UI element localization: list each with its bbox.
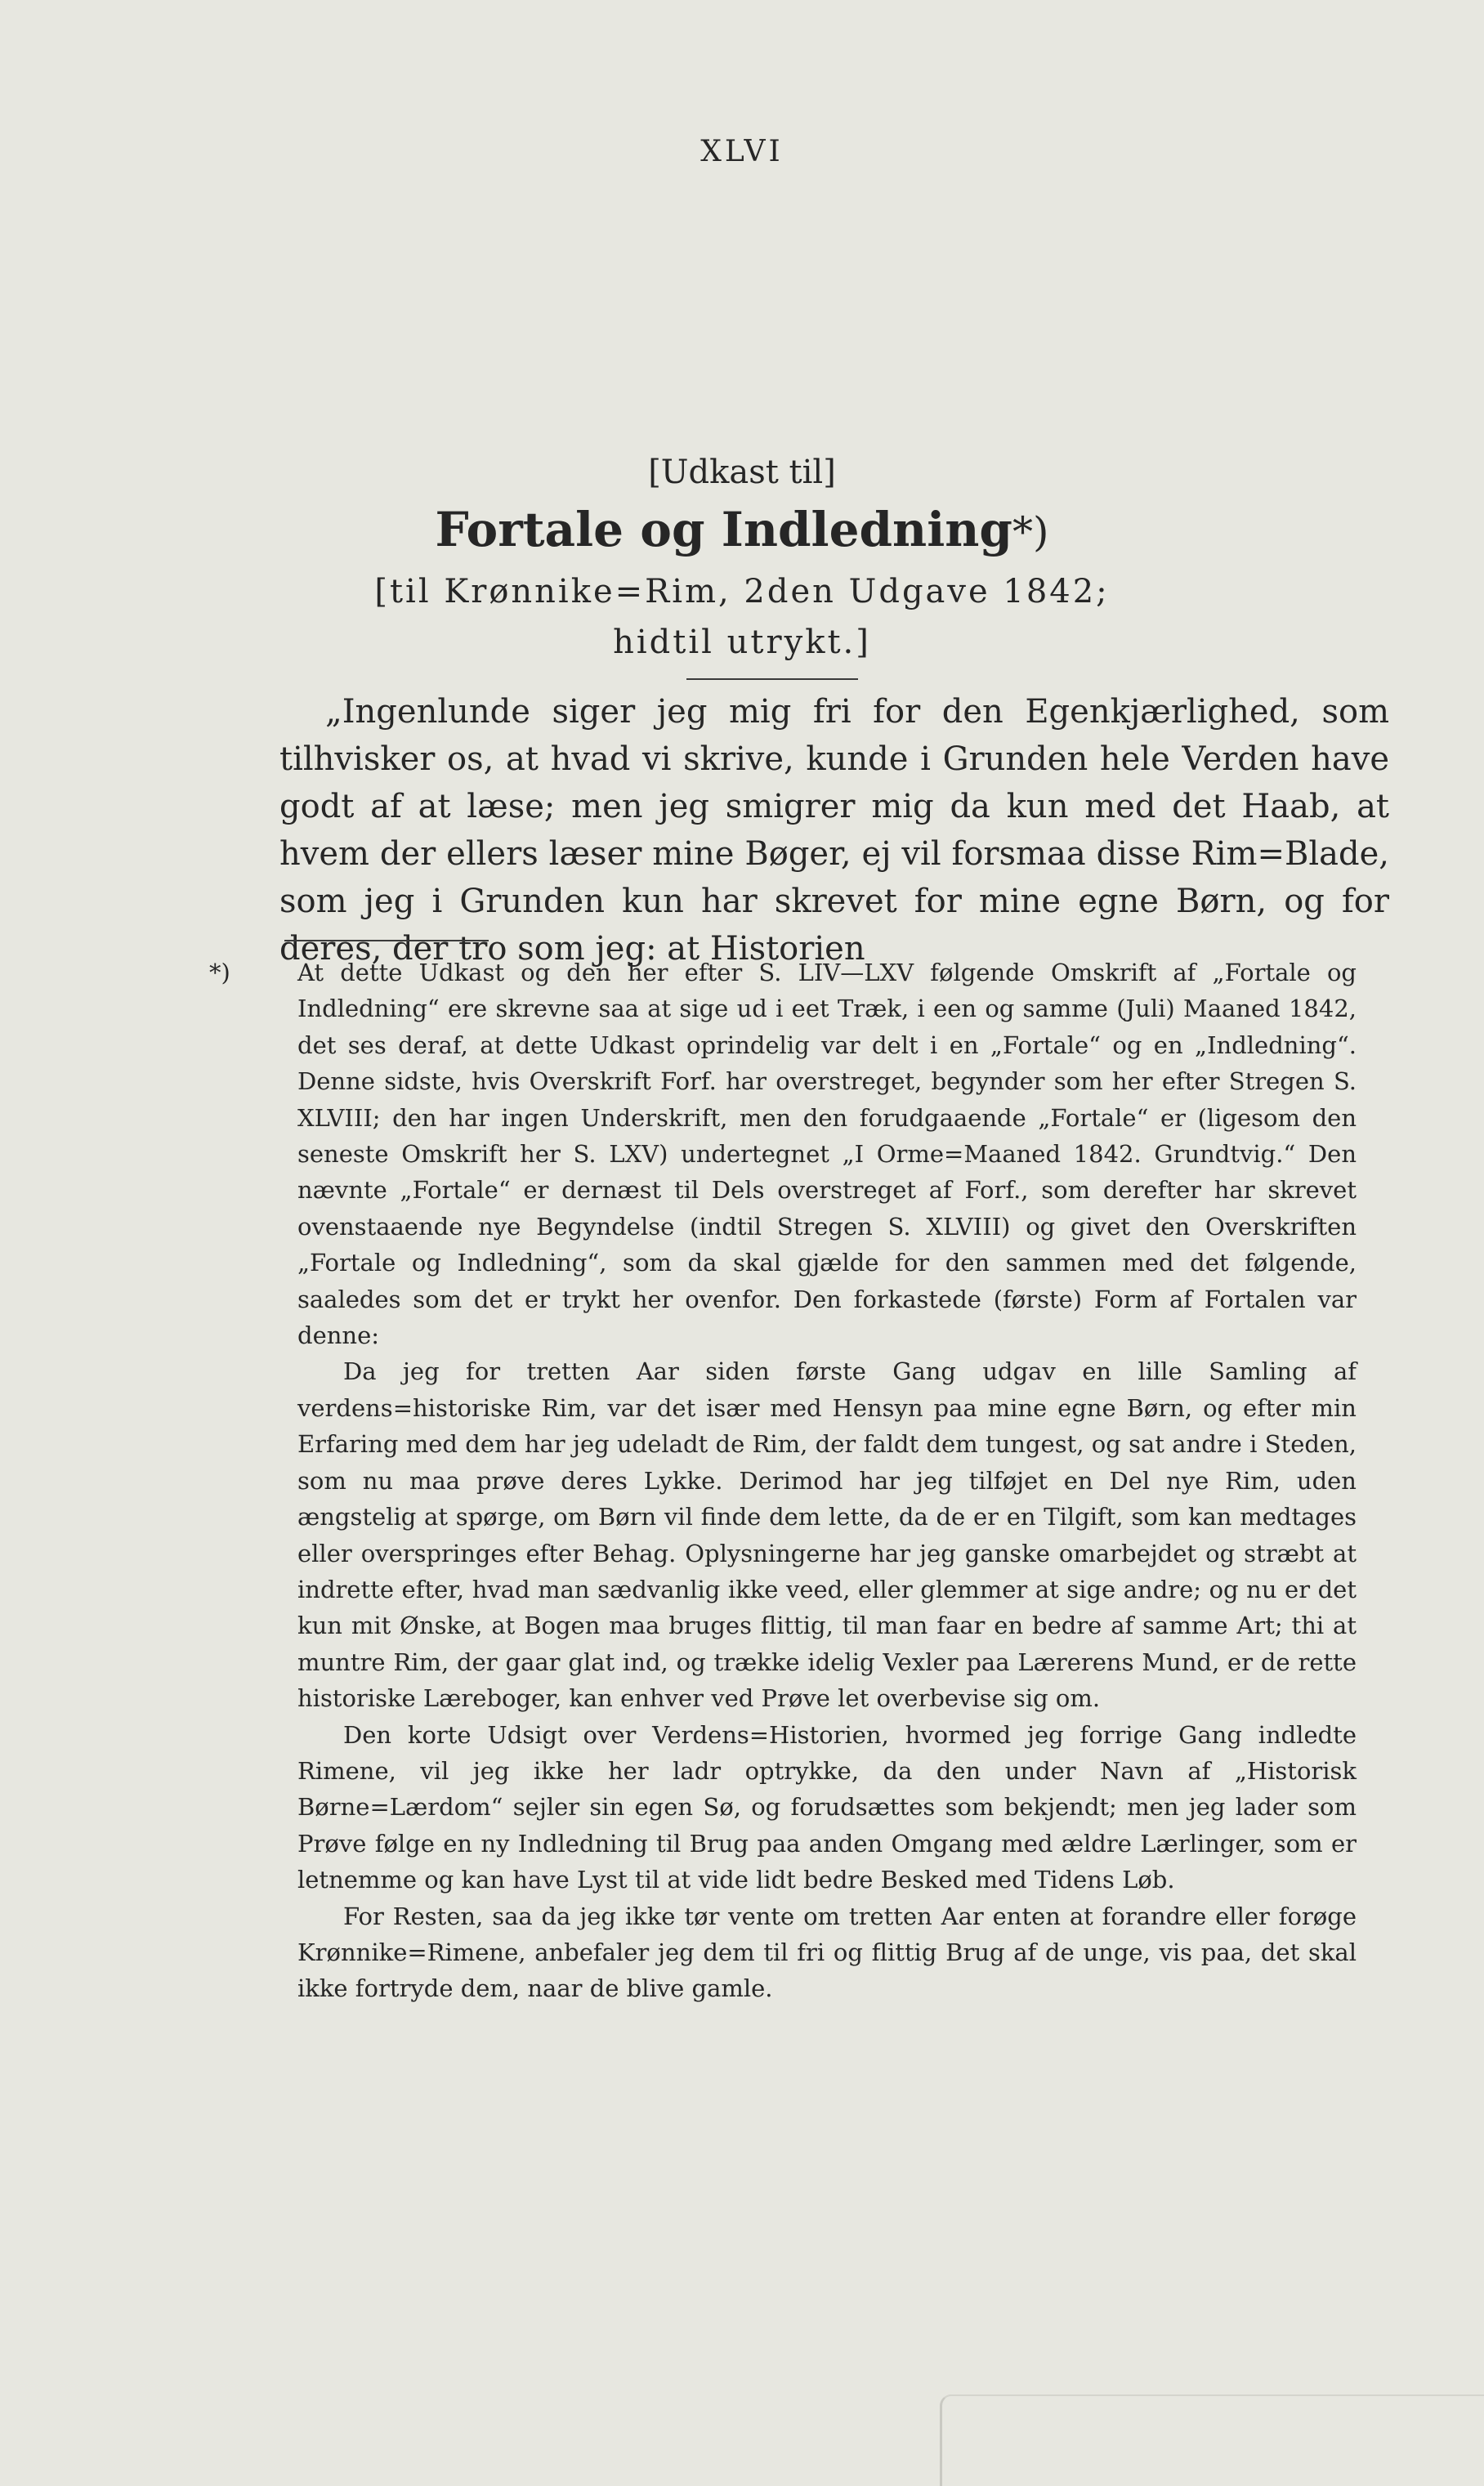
footnote-reference: *) (1012, 508, 1049, 556)
footnote-paragraph: Da jeg for tretten Aar siden første Gang udgav en lille Samling af verdens=historiske Rim, var det især med Hensyn paa mine egne Børn, og efter min Erfaring med dem har jeg udeladt de Rim, der faldt dem tungest, og sat andre i Steden, som nu maa prøve deres Lykke. Derimod har jeg tilføjet en Del nye Rim, uden ængstelig at spørge, om Børn vil finde dem lette, da de er en Tilgift, som kan medtages eller overspringes efter Behag. Oplysningerne har jeg ganske omarbejdet og stræbt at indrette efter, hvad man sædvanlig ikke veed, eller glemmer at sige andre; og nu er det kun mit Ønske, at Bogen maa bruges flittig, til man faar en bedre af samme Art; thi at muntre Rim, der gaar glat ind, og trække idelig Vexler paa Lærerens Mund, er de rette historiske Læreboger, kan enhver ved Prøve let overbevise sig om. (297, 1357, 1357, 1713)
subtitle-line-1: [til Krønnike=Rim, 2den Udgave 1842; (374, 573, 1110, 610)
body-text (279, 688, 1389, 972)
page-number: XLVI (700, 135, 784, 168)
footnote-paragraph: Den korte Udsigt over Verdens=Historien, hvormed jeg forrige Gang indledte Rimene, vil jeg ikke her ladr optrykke, da den under Navn af „Historisk Børne=Lærdom“ sejler sin egen Sø, og forudsættes som bekjendt; men jeg lader som Prøve følge en ny Indledning til Brug paa anden Omgang med ældre Lærlinger, som er letnemme og kan have Lyst til at vide lidt bedre Besked med Tidens Løb. (297, 1720, 1357, 1894)
title-divider (686, 678, 858, 680)
footnote (209, 955, 1357, 2007)
page-title (0, 495, 1484, 566)
footnote-intro-text: At dette Udkast og den her efter S. LIV—LXV følgende Omskrift af „Fortale og Indledning“ ere skrevne saa at sige ud i eet Træk, i een og samme (Juli) Maaned 1842, det ses deraf, at dette Udkast oprindelig var delt i en „Fortale“ og en „Indledning“. Denne sidste, hvis Overskrift Forf. har overstreget, begynder som her efter Stregen S. XLVIII; den har ingen Underskrift, men den forudgaaende „Fortale“ er (ligesom den seneste Omskrift her S. LXV) undertegnet „I Orme=Maaned 1842. Grundtvig.“ Den nævnte „Fortale“ er dernæst til Dels overstreget af Forf., som derefter har skrevet ovenstaaende nye Begyndelse (indtil Stregen S. XLVIII) og givet den Overskriften „Fortale og Indledning“, som da skal gjælde for den sammen med det følgende, saaledes som det er trykt her ovenfor. Den forkastede (første) Form af Fortalen var denne: (297, 959, 1357, 1350)
footnote-paragraph: For Resten, saa da jeg ikke tør vente om tretten Aar enten at forandre eller forøge Krønnike=Rimene, anbefaler jeg dem til fri og flittig Brug af de unge, vis paa, det skal ikke fortryde dem, naar de blive gamle. (297, 1902, 1357, 2003)
title-text: Fortale og Indledning (435, 502, 1012, 557)
footnote-intro (209, 955, 1357, 1353)
subtitle-line-2: hidtil utrykt.] (613, 624, 871, 661)
body-paragraph: „Ingenlunde siger jeg mig fri for den Egenkjærlighed, som tilhvisker os, at hvad vi skrive, kunde i Grunden hele Verden have godt af at læse; men jeg smigrer mig da kun med det Haab, at hvem der ellers læser mine Bøger, ej vil forsmaa disse Rim=Blade, som jeg i Grunden kun har skrevet for mine egne Børn, og for deres, der tro som jeg: at Historien (279, 693, 1389, 968)
footnote-mark: *) (209, 959, 230, 986)
draft-label: [Udkast til] (648, 454, 836, 491)
footnote-divider (284, 940, 489, 941)
page-edge-shadow (940, 2394, 1484, 2486)
heading-block (0, 449, 1484, 668)
